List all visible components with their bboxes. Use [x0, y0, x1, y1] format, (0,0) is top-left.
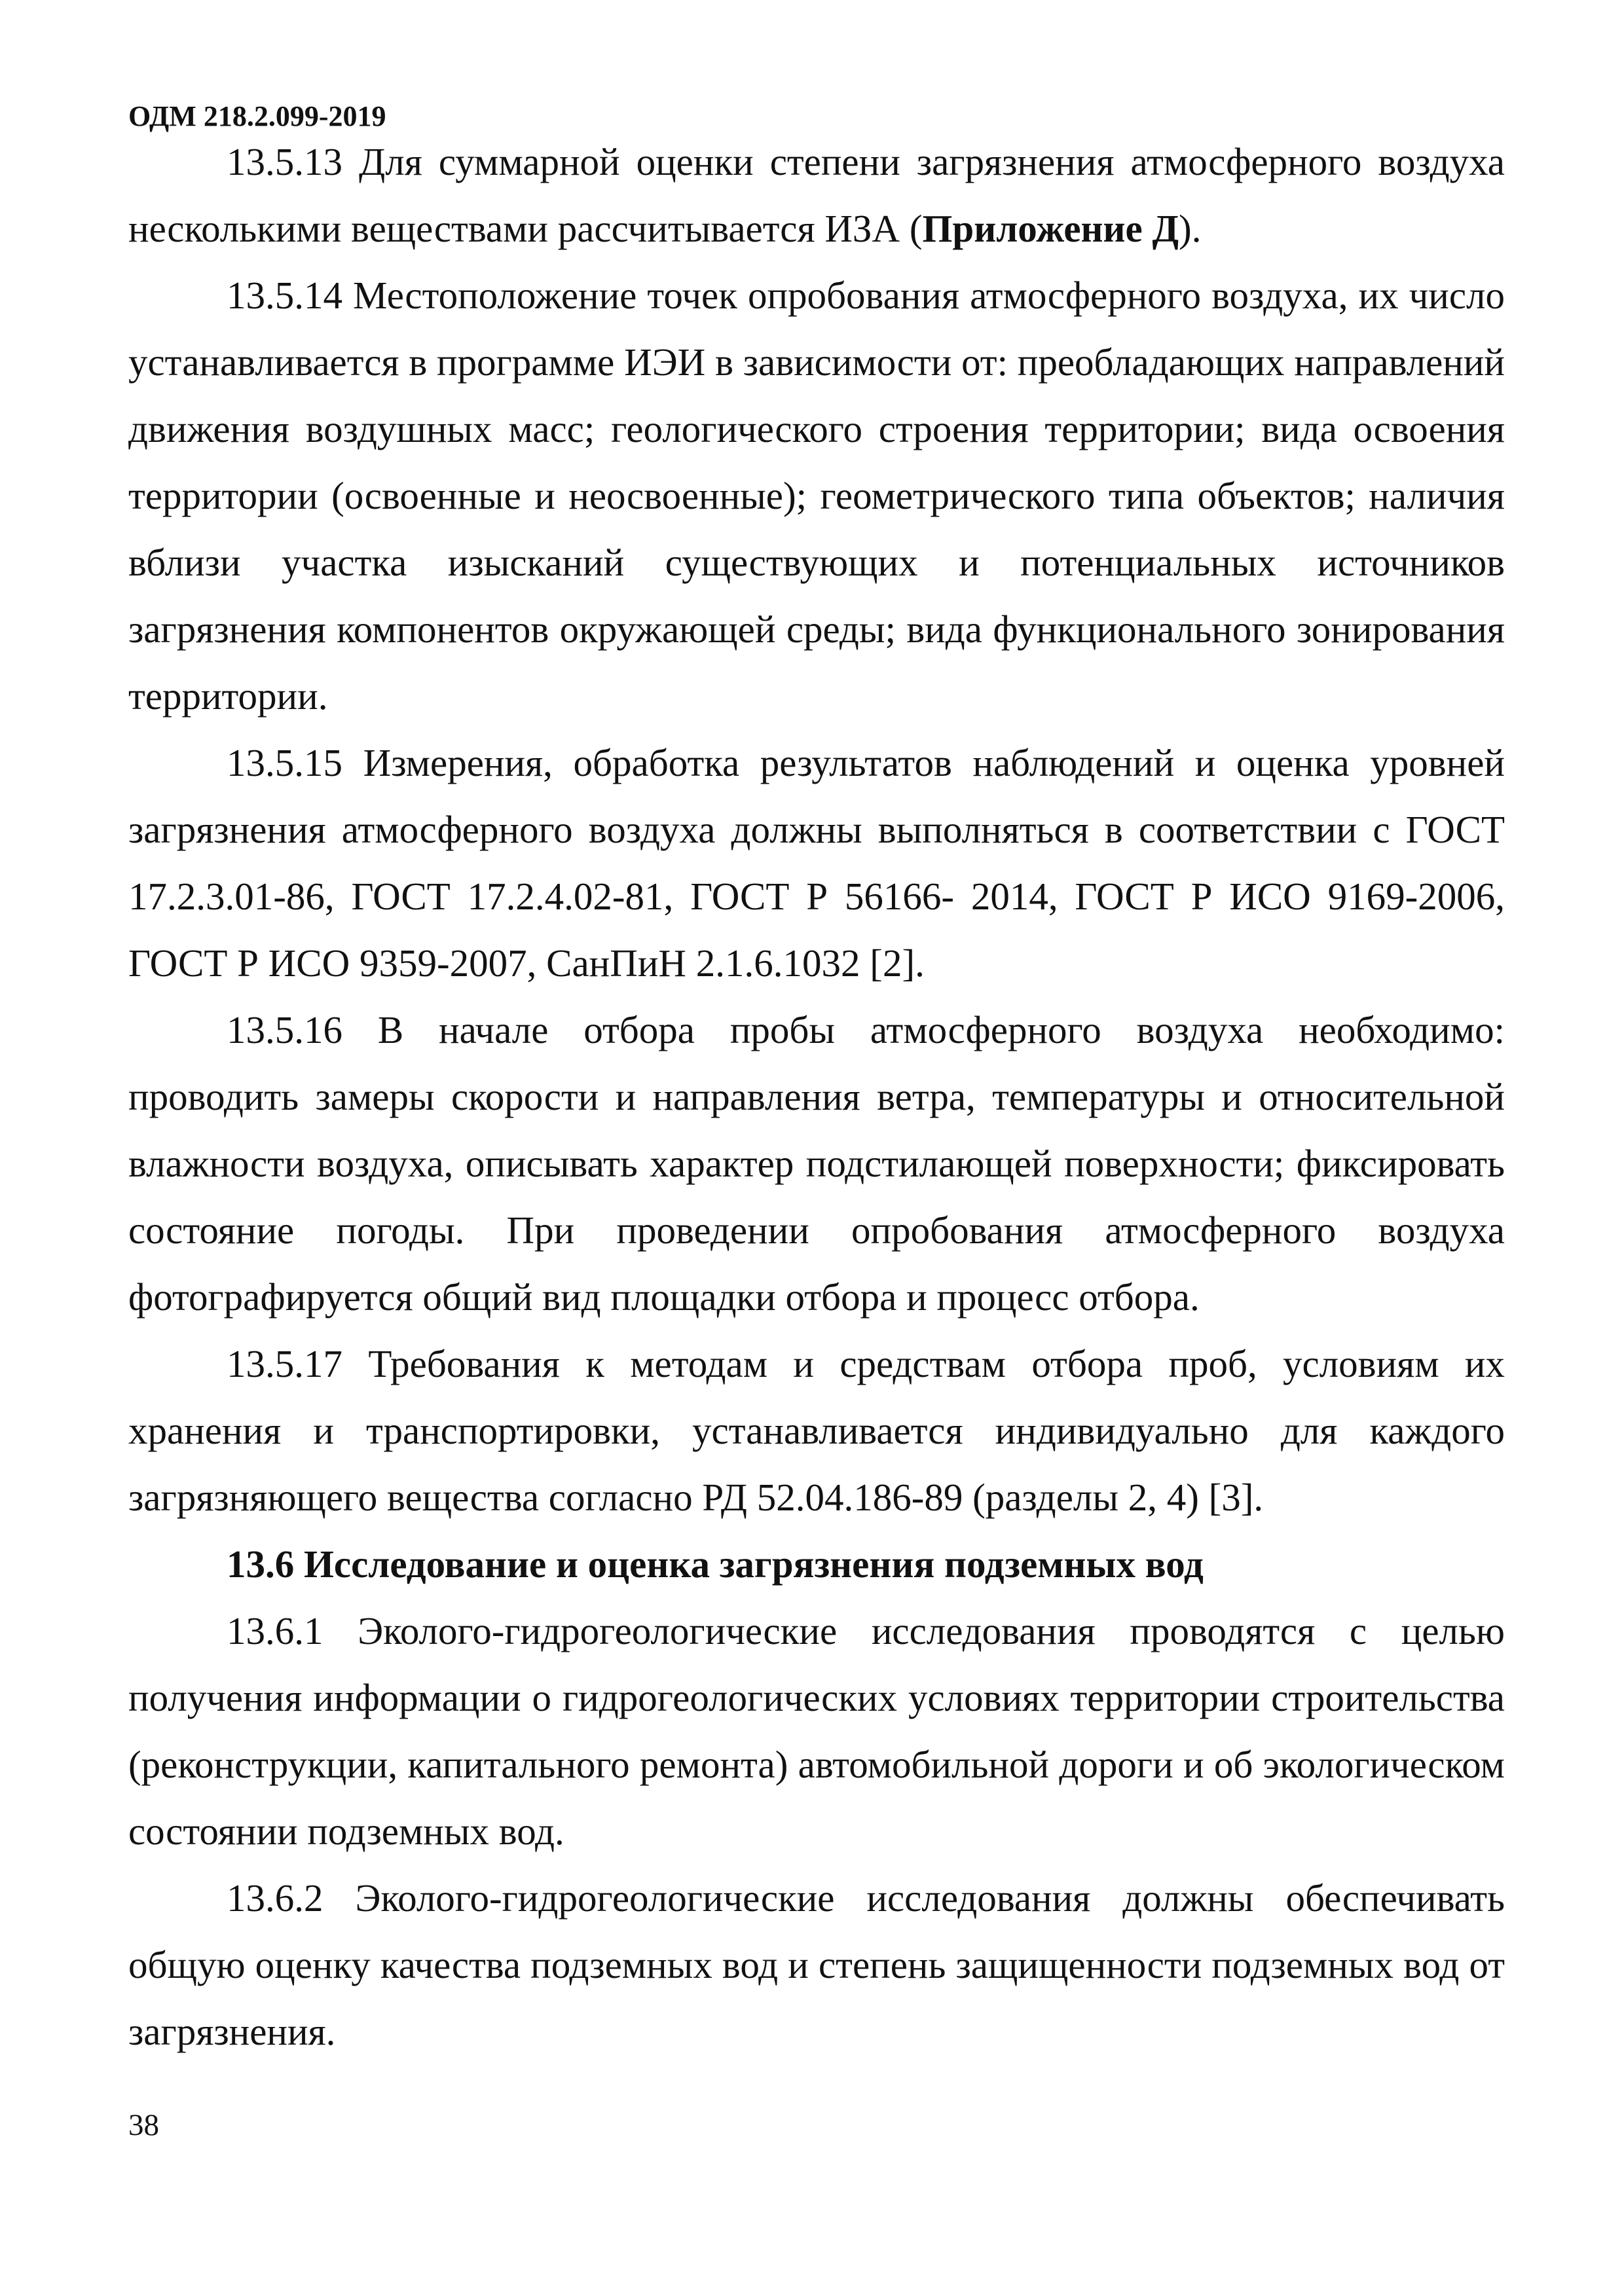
- section-heading-13-6: 13.6 Исследование и оценка загрязнения подземных вод: [227, 1542, 1204, 1586]
- paragraph-13-5-17: 13.5.17 Требования к методам и средствам отбора проб, условиям их хранения и транспортировки, устанавливается индивидуально для каждого загрязняющего вещества согласно РД 52.04.186-89 (разделы 2, 4) [3].: [128, 1342, 1505, 1519]
- document-body: [128, 128, 1505, 2065]
- paragraph-13-5-15: 13.5.15 Измерения, обработка результатов наблюдений и оценка уровней загрязнения атмосферного воздуха должны выполняться в соответствии с ГОСТ 17.2.3.01-86, ГОСТ 17.2.4.02-81, ГОСТ Р 56166- 2014, ГОСТ Р ИСО 9169-2006, ГОСТ Р ИСО 9359-2007, СанПиН 2.1.6.1032 [2].: [128, 741, 1505, 985]
- paragraph-13-6-2: 13.6.2 Эколого-гидрогеологические исследования должны обеспечивать общую оценку качества подземных вод и степень защищенности подземных вод от загрязнения.: [128, 1876, 1505, 2053]
- document-code: ОДМ 218.2.099-2019: [128, 100, 386, 132]
- page-number: 38: [128, 2108, 159, 2142]
- paragraph-13-5-14: 13.5.14 Местоположение точек опробования атмосферного воздуха, их число устанавливается в программе ИЭИ в зависимости от: преобладающих направлений движения воздушных масс; геологического строения территории; вида освоения территории (освоенные и неосвоенные); геометрического типа объектов; наличия вблизи участка изысканий существующих и потенциальных источников загрязнения компонентов окружающей среды; вида функционального зонирования территории.: [128, 274, 1505, 718]
- paragraph-13-5-13: [128, 128, 1505, 262]
- appendix-reference: Приложение Д: [922, 207, 1179, 250]
- paragraph-13-6-1: 13.6.1 Эколого-гидрогеологические исследования проводятся с целью получения информации о гидрогеологических условиях территории строительства (реконструкции, капитального ремонта) автомобильной дороги и об экологическом состоянии подземных вод.: [128, 1609, 1505, 1853]
- paragraph-13-5-13-ending: ).: [1179, 207, 1202, 250]
- paragraph-13-5-13-text: 13.5.13 Для суммарной оценки степени загрязнения атмосферного воздуха несколькими веществами рассчитывается ИЗА (: [128, 140, 1505, 250]
- paragraph-13-5-16: 13.5.16 В начале отбора пробы атмосферного воздуха необходимо: проводить замеры скорости и направления ветра, температуры и относительной влажности воздуха, описывать характер подстилающей поверхности; фиксировать состояние погоды. При проведении опробования атмосферного воздуха фотографируется общий вид площадки отбора и процесс отбора.: [128, 1008, 1505, 1319]
